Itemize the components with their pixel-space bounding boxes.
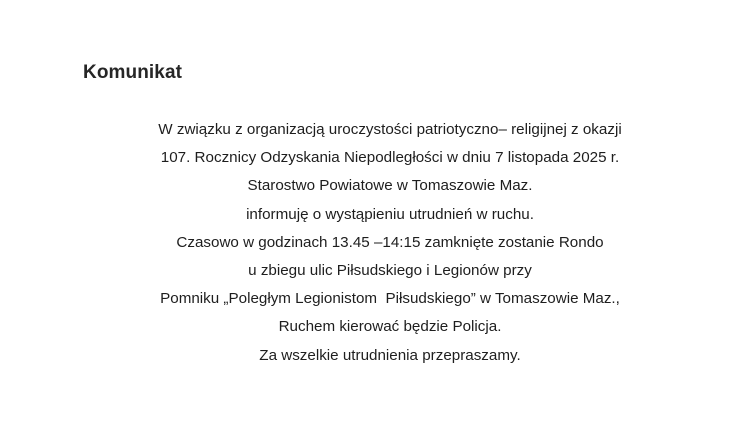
announcement-line-6: u zbiegu ulic Piłsudskiego i Legionów przy — [248, 261, 532, 279]
announcement-line-1: W związku z organizacją uroczystości patriotyczno– religijnej z okazji — [158, 121, 622, 138]
announcement-line-3: Starostwo Powiatowe w Tomaszowie Maz. — [247, 177, 533, 195]
announcement-line-4: informuję o wystąpieniu utrudnień w ruchu. — [246, 205, 534, 223]
document-title: Komunikat — [83, 62, 183, 83]
announcement-line-5: Czasowo w godzinach 13.45 –14:15 zamknięte zostanie Rondo — [176, 233, 604, 251]
announcement-line-7: Pomniku „Poległym Legionistom Piłsudskiego” w Tomaszowie Maz., — [160, 290, 620, 308]
announcement-line-2: 107. Rocznicy Odzyskania Niepodległości w dniu 7 listopada 2025 r. — [160, 149, 620, 167]
announcement-line-8: Ruchem kierować będzie Policja. — [278, 318, 502, 336]
announcement-body — [60, 116, 720, 370]
announcement-line-9: Za wszelkie utrudnienia przepraszamy. — [259, 346, 521, 364]
